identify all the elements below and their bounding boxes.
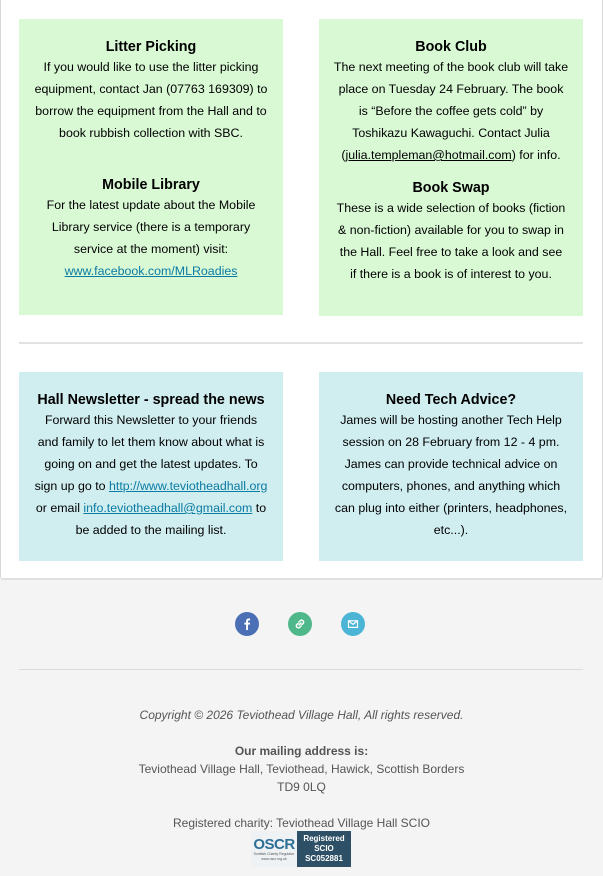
bookswap-line: These is a wide selection of books (fiction — [336, 201, 566, 215]
litter-library-card — [19, 19, 283, 315]
social-icons — [0, 612, 603, 638]
registered-charity-text: Registered charity: Teviothead Village Hall SCIO — [172, 816, 431, 830]
facebook-icon[interactable] — [235, 612, 259, 636]
oscr-logo-text: OSCR — [253, 835, 295, 853]
copyright-text: Copyright © 2026 Teviothead Village Hall, All rights reserved. — [139, 708, 464, 722]
oscr-registered: Registered — [303, 834, 345, 843]
litter-title: Litter Picking — [105, 39, 197, 55]
tech-line: session on 28 February from 12 - 4 pm. — [342, 435, 560, 449]
library-facebook-link[interactable]: www.facebook.com/MLRoadies — [64, 264, 238, 278]
litter-line: borrow the equipment from the Hall and to — [35, 104, 267, 118]
newsletter-line: Forward this Newsletter to your friends — [44, 413, 258, 427]
tech-line: etc...). — [433, 523, 469, 537]
link-icon[interactable] — [288, 612, 312, 636]
oscr-number: SC052881 — [305, 854, 343, 863]
oscr-logo-url: www.oscr.org.uk — [261, 856, 287, 861]
tech-card — [319, 372, 583, 561]
newsletter-line: going on and get the latest updates. To — [44, 457, 258, 471]
bookclub-contact: (julia.templeman@hotmail.com) for info. — [341, 148, 561, 162]
newsletter-title: Hall Newsletter - spread the news — [37, 392, 265, 408]
bookclub-line: is “Before the coffee gets cold” by — [358, 104, 544, 118]
oscr-scio: SCIO — [314, 844, 334, 853]
litter-line: equipment, contact Jan (07763 169309) to — [34, 82, 268, 96]
footer-top-border — [1, 578, 602, 580]
email-icon[interactable] — [341, 612, 365, 636]
oscr-logo — [251, 831, 297, 867]
newsletter-card — [19, 372, 283, 561]
tech-line: computers, phones, and anything which — [341, 479, 561, 493]
bookclub-line: Toshikazu Kawaguchi. Contact Julia — [352, 126, 550, 140]
mailing-address-line: Teviothead Village Hall, Teviothead, Hawick, Scottish Borders — [138, 762, 465, 776]
library-line: Library service (there is a temporary — [51, 220, 251, 234]
oscr-registration — [297, 831, 351, 867]
bookclub-email-link[interactable]: julia.templeman@hotmail.com — [345, 148, 512, 162]
bookswap-title: Book Swap — [412, 180, 490, 196]
bookclub-swap-card — [319, 19, 583, 316]
hall-email-link[interactable]: info.teviotheadhall@gmail.com — [83, 501, 253, 515]
oscr-logo-sub: Scottish Charity Regulator — [253, 851, 295, 856]
litter-line: If you would like to use the litter picking — [43, 60, 259, 74]
tech-line: can plug into either (printers, headphones, — [334, 501, 568, 515]
litter-line: book rubbish collection with SBC. — [59, 126, 243, 140]
bookclub-line: The next meeting of the book club will take — [333, 60, 569, 74]
library-title: Mobile Library — [102, 177, 200, 193]
tech-title: Need Tech Advice? — [385, 392, 517, 408]
mailing-address-heading: Our mailing address is: — [234, 744, 369, 758]
newsletter-line: be added to the mailing list. — [75, 523, 227, 537]
footer-divider — [19, 669, 583, 670]
hall-website-link[interactable]: http://www.teviotheadhall.org — [108, 479, 268, 493]
bookclub-line: place on Tuesday 24 February. The book — [338, 82, 564, 96]
library-line: service at the moment) visit: — [73, 242, 229, 256]
tech-line: James can provide technical advice on — [344, 457, 558, 471]
section-divider — [19, 342, 583, 344]
newsletter-line: and family to let them know about what is — [37, 435, 265, 449]
mailing-address-postcode: TD9 0LQ — [277, 780, 326, 794]
tech-line: James will be hosting another Tech Help — [340, 413, 562, 427]
newsletter-email-line: or email info.teviotheadhall@gmail.com to — [35, 501, 267, 515]
bookswap-line: the Hall. Feel free to take a look and see — [339, 245, 563, 259]
bookswap-line: if there is a book is of interest to you. — [350, 267, 552, 281]
newsletter-signup: sign up go to http://www.teviotheadhall.org — [34, 479, 268, 493]
oscr-badge — [251, 831, 351, 867]
bookswap-line: & non-fiction) available for you to swap in — [338, 223, 564, 237]
library-line: For the latest update about the Mobile — [46, 198, 256, 212]
bookclub-title: Book Club — [415, 39, 487, 55]
